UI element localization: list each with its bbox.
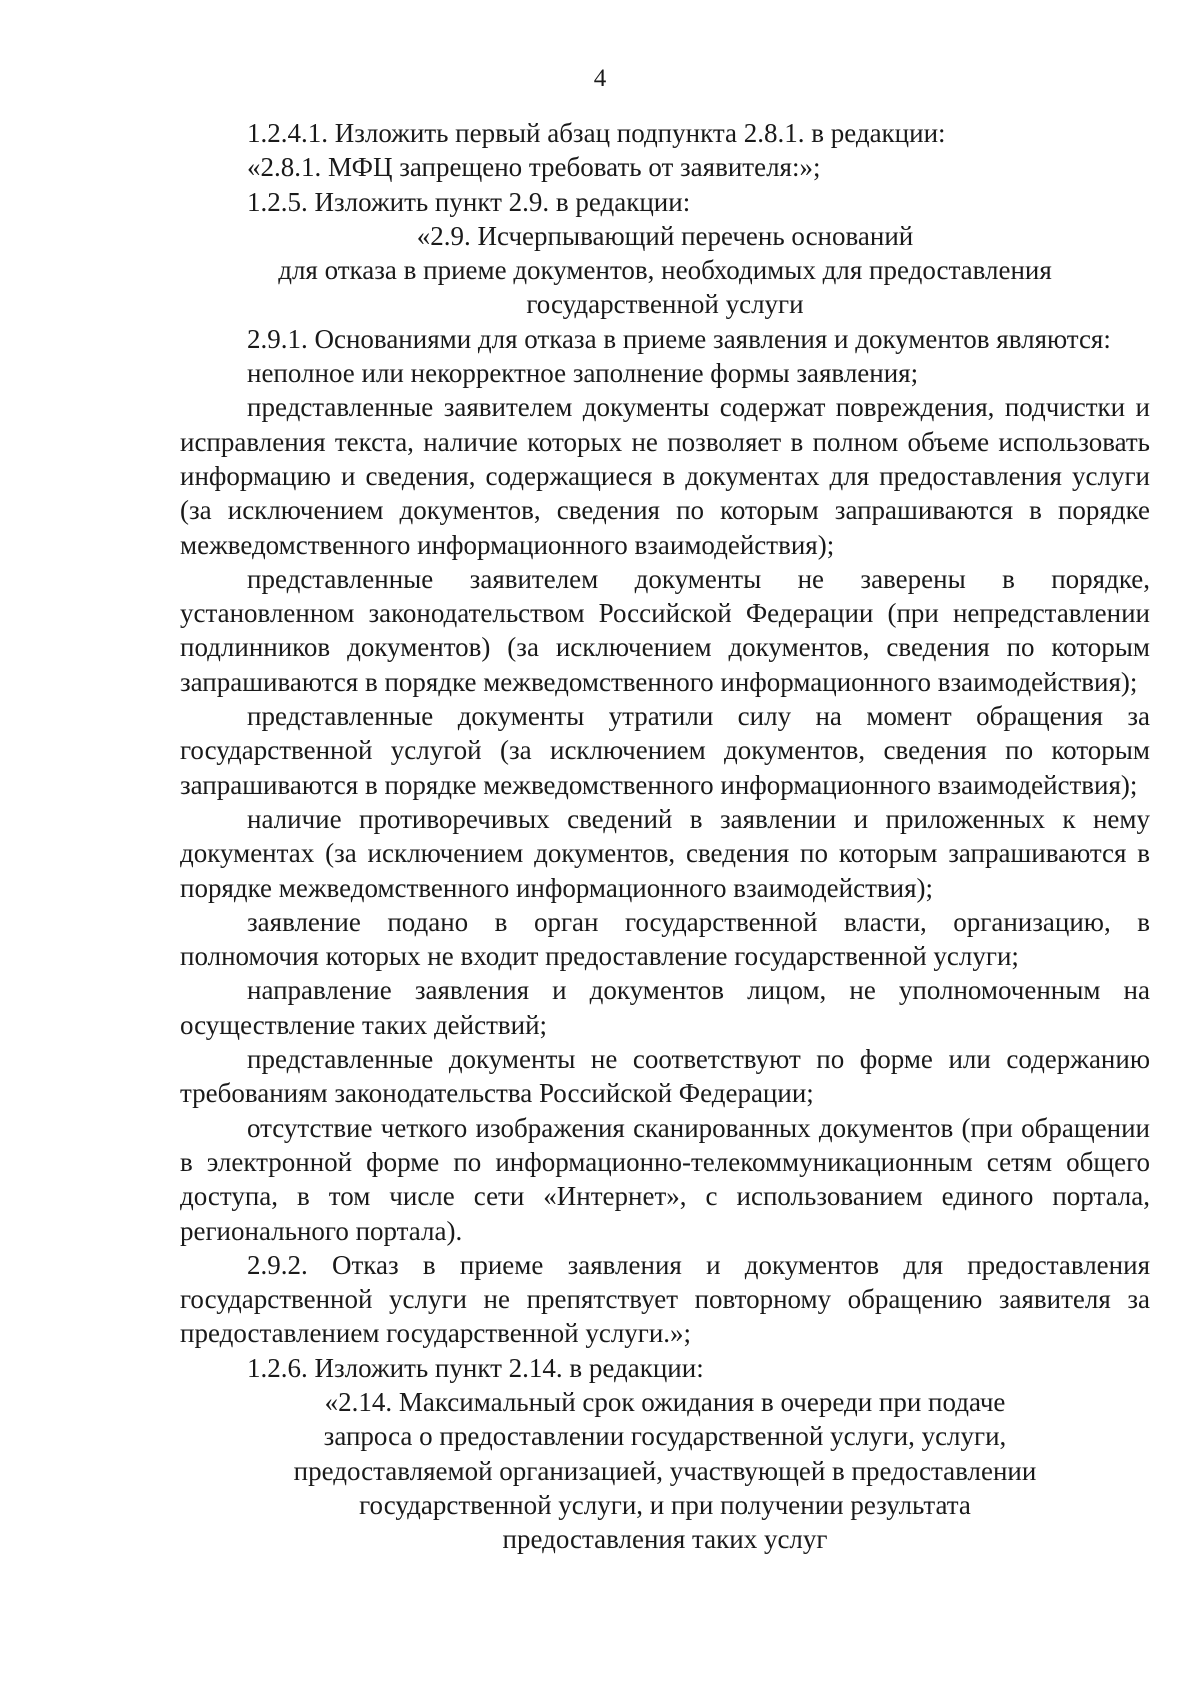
paragraph-1-2-6: 1.2.6. Изложить пункт 2.14. в редакции: <box>247 1352 704 1383</box>
paragraph-1-2-5: 1.2.5. Изложить пункт 2.9. в редакции: <box>247 186 691 217</box>
heading-line: предоставления таких услуг <box>502 1524 828 1555</box>
paragraph-2-9-2: 2.9.2. Отказ в приеме заявления и документов для предоставления государственной услуги не препятствует повторному обращению заявителя за предоставлением государственной услуги.»; <box>180 1249 1150 1349</box>
heading-line: для отказа в приеме документов, необходимых для предоставления <box>278 255 1052 286</box>
heading-line: государственной услуги, и при получении результата <box>359 1489 971 1520</box>
list-item-damaged-documents: представленные заявителем документы содержат повреждения, подчистки и исправления текста, наличие которых не позволяет в полном объеме использовать информацию и сведения, содержащиеся в документах для предоставления услуги (за исключением документов, сведения по которым запрашиваются в порядке межведомственного информационного взаимодействия); <box>180 392 1150 560</box>
heading-line: запроса о предоставлении государственной услуги, услуги, <box>323 1421 1007 1452</box>
heading-line: «2.14. Максимальный срок ожидания в очереди при подаче <box>324 1386 1006 1417</box>
list-item-wrong-authority: заявление подано в орган государственной власти, организацию, в полномочия которых не входит предоставление государственной услуги; <box>180 906 1150 972</box>
page-number: 4 <box>593 65 607 92</box>
heading-2-9 <box>180 219 1150 322</box>
list-item-unclear-scans: отсутствие четкого изображения сканированных документов (при обращении в электронной форме по информационно-телекоммуникационным сетям общего доступа, в том числе сети «Интернет», с использованием единого портала, регионального портала). <box>180 1112 1150 1246</box>
list-item-incomplete-form: неполное или некорректное заполнение формы заявления; <box>247 358 919 389</box>
document-body <box>180 116 1150 1556</box>
paragraph-2-9-1: 2.9.1. Основаниями для отказа в приеме заявления и документов являются: <box>247 323 1111 354</box>
list-item-nonconforming-documents: представленные документы не соответствуют по форме или содержанию требованиям законодательства Российской Федерации; <box>180 1044 1150 1109</box>
list-item-expired-documents: представленные документы утратили силу на момент обращения за государственной услугой (за исключением документов, сведения по которым запрашиваются в порядке межведомственного информационного взаимодействия); <box>180 701 1150 800</box>
list-item-unauthorized-person: направление заявления и документов лицом, не уполномоченным на осуществление таких действий; <box>180 975 1150 1040</box>
heading-line: государственной услуги <box>526 289 804 320</box>
heading-line: предоставляемой организацией, участвующей в предоставлении <box>293 1455 1037 1486</box>
list-item-contradictory-info: наличие противоречивых сведений в заявлении и приложенных к нему документах (за исключением документов, сведения по которым запрашиваются в порядке межведомственного информационного взаимодействия); <box>180 803 1150 903</box>
list-item-not-certified: представленные заявителем документы не заверены в порядке, установленном законодательством Российской Федерации (при непредставлении подлинников документов) (за исключением документов, сведения по которым запрашиваются в порядке межведомственного информационного взаимодействия); <box>180 563 1150 697</box>
paragraph-2-8-1-quote: «2.8.1. МФЦ запрещено требовать от заявителя:»; <box>247 152 821 183</box>
heading-line: «2.9. Исчерпывающий перечень оснований <box>416 220 914 251</box>
paragraph-1-2-4-1: 1.2.4.1. Изложить первый абзац подпункта 2.8.1. в редакции: <box>247 118 946 148</box>
heading-2-14 <box>180 1385 1150 1556</box>
